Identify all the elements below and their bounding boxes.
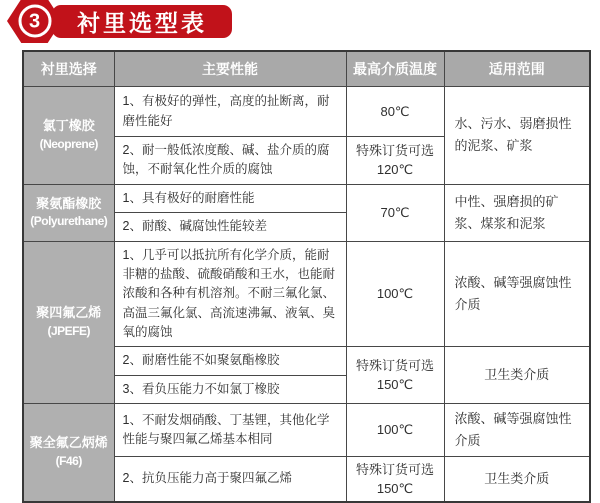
application-range-cell: 卫生类介质	[444, 347, 590, 404]
application-range-cell: 卫生类介质	[444, 457, 590, 502]
temperature-cell: 80℃	[346, 87, 444, 137]
performance-cell: 2、抗负压能力高于聚四氟乙烯	[114, 457, 346, 502]
table-row	[23, 241, 590, 347]
col-header-lining-choice: 衬里选择	[23, 51, 114, 87]
page-title-text: 衬里选型表	[77, 10, 207, 36]
performance-cell: 1、不耐发烟硝酸、丁基锂，其他化学性能与聚四氟乙烯基本相同	[114, 404, 346, 457]
application-range-cell: 浓酸、碱等强腐蚀性介质	[444, 404, 590, 457]
performance-cell: 2、耐磨性能不如聚氨酯橡胶	[114, 347, 346, 375]
application-range-cell: 中性、强磨损的矿浆、煤浆和泥浆	[444, 184, 590, 241]
material-name: 氯丁橡胶	[42, 118, 95, 134]
temperature-cell: 特殊订货可选120℃	[346, 137, 444, 185]
badge-circle	[18, 5, 51, 38]
badge-number: 3	[28, 10, 41, 32]
temperature-cell: 特殊订货可选150℃	[346, 457, 444, 502]
table-row	[23, 87, 590, 137]
table-row	[23, 184, 590, 212]
col-header-max-medium-temp: 最高介质温度	[346, 51, 444, 87]
performance-cell: 1、几乎可以抵抗所有化学介质，能耐非糖的盐酸、硫酸硝酸和王水，也能耐浓酸和各种有机溶剂。不耐三氟化氯、高温三氟化氯、高流速沸氟、液氧、臭氧的腐蚀	[114, 241, 346, 347]
performance-cell: 2、耐酸、碱腐蚀性能较差	[114, 213, 346, 241]
performance-cell: 2、耐一般低浓度酸、碱、盐介质的腐蚀，不耐氧化性介质的腐蚀	[114, 137, 346, 185]
temperature-cell: 100℃	[346, 404, 444, 457]
step-badge	[7, 0, 62, 43]
col-header-application-range: 适用范围	[444, 51, 590, 87]
performance-cell: 1、有极好的弹性，高度的扯断离，耐磨性能好	[114, 87, 346, 137]
material-name: 聚氨酯橡胶	[36, 195, 102, 211]
table-row	[23, 404, 590, 457]
material-name-en: (Polyurethane)	[30, 214, 108, 229]
material-name-en: (Neoprene)	[39, 137, 98, 152]
material-name: 聚全氟乙炳烯	[29, 435, 108, 451]
page-header	[0, 0, 600, 50]
material-name: 聚四氟乙烯	[36, 305, 102, 321]
table-header-row	[23, 51, 590, 87]
col-header-main-performance: 主要性能	[114, 51, 346, 87]
lining-selection-table	[22, 50, 591, 503]
material-cell-f46	[23, 404, 114, 502]
performance-cell: 3、看负压能力不如氯丁橡胶	[114, 375, 346, 403]
performance-cell: 1、具有极好的耐磨性能	[114, 184, 346, 212]
temperature-cell: 特殊订货可选150℃	[346, 347, 444, 404]
temperature-cell: 70℃	[346, 184, 444, 241]
material-cell-neoprene	[23, 87, 114, 185]
material-name-en: (JPEFE)	[47, 324, 90, 339]
material-name-en: (F46)	[55, 454, 82, 469]
application-range-cell: 水、污水、弱磨损性的泥浆、矿浆	[444, 87, 590, 185]
material-cell-polyurethane	[23, 184, 114, 241]
page-title	[52, 5, 232, 38]
material-cell-ptfe	[23, 241, 114, 404]
application-range-cell: 浓酸、碱等强腐蚀性介质	[444, 241, 590, 347]
temperature-cell: 100℃	[346, 241, 444, 347]
